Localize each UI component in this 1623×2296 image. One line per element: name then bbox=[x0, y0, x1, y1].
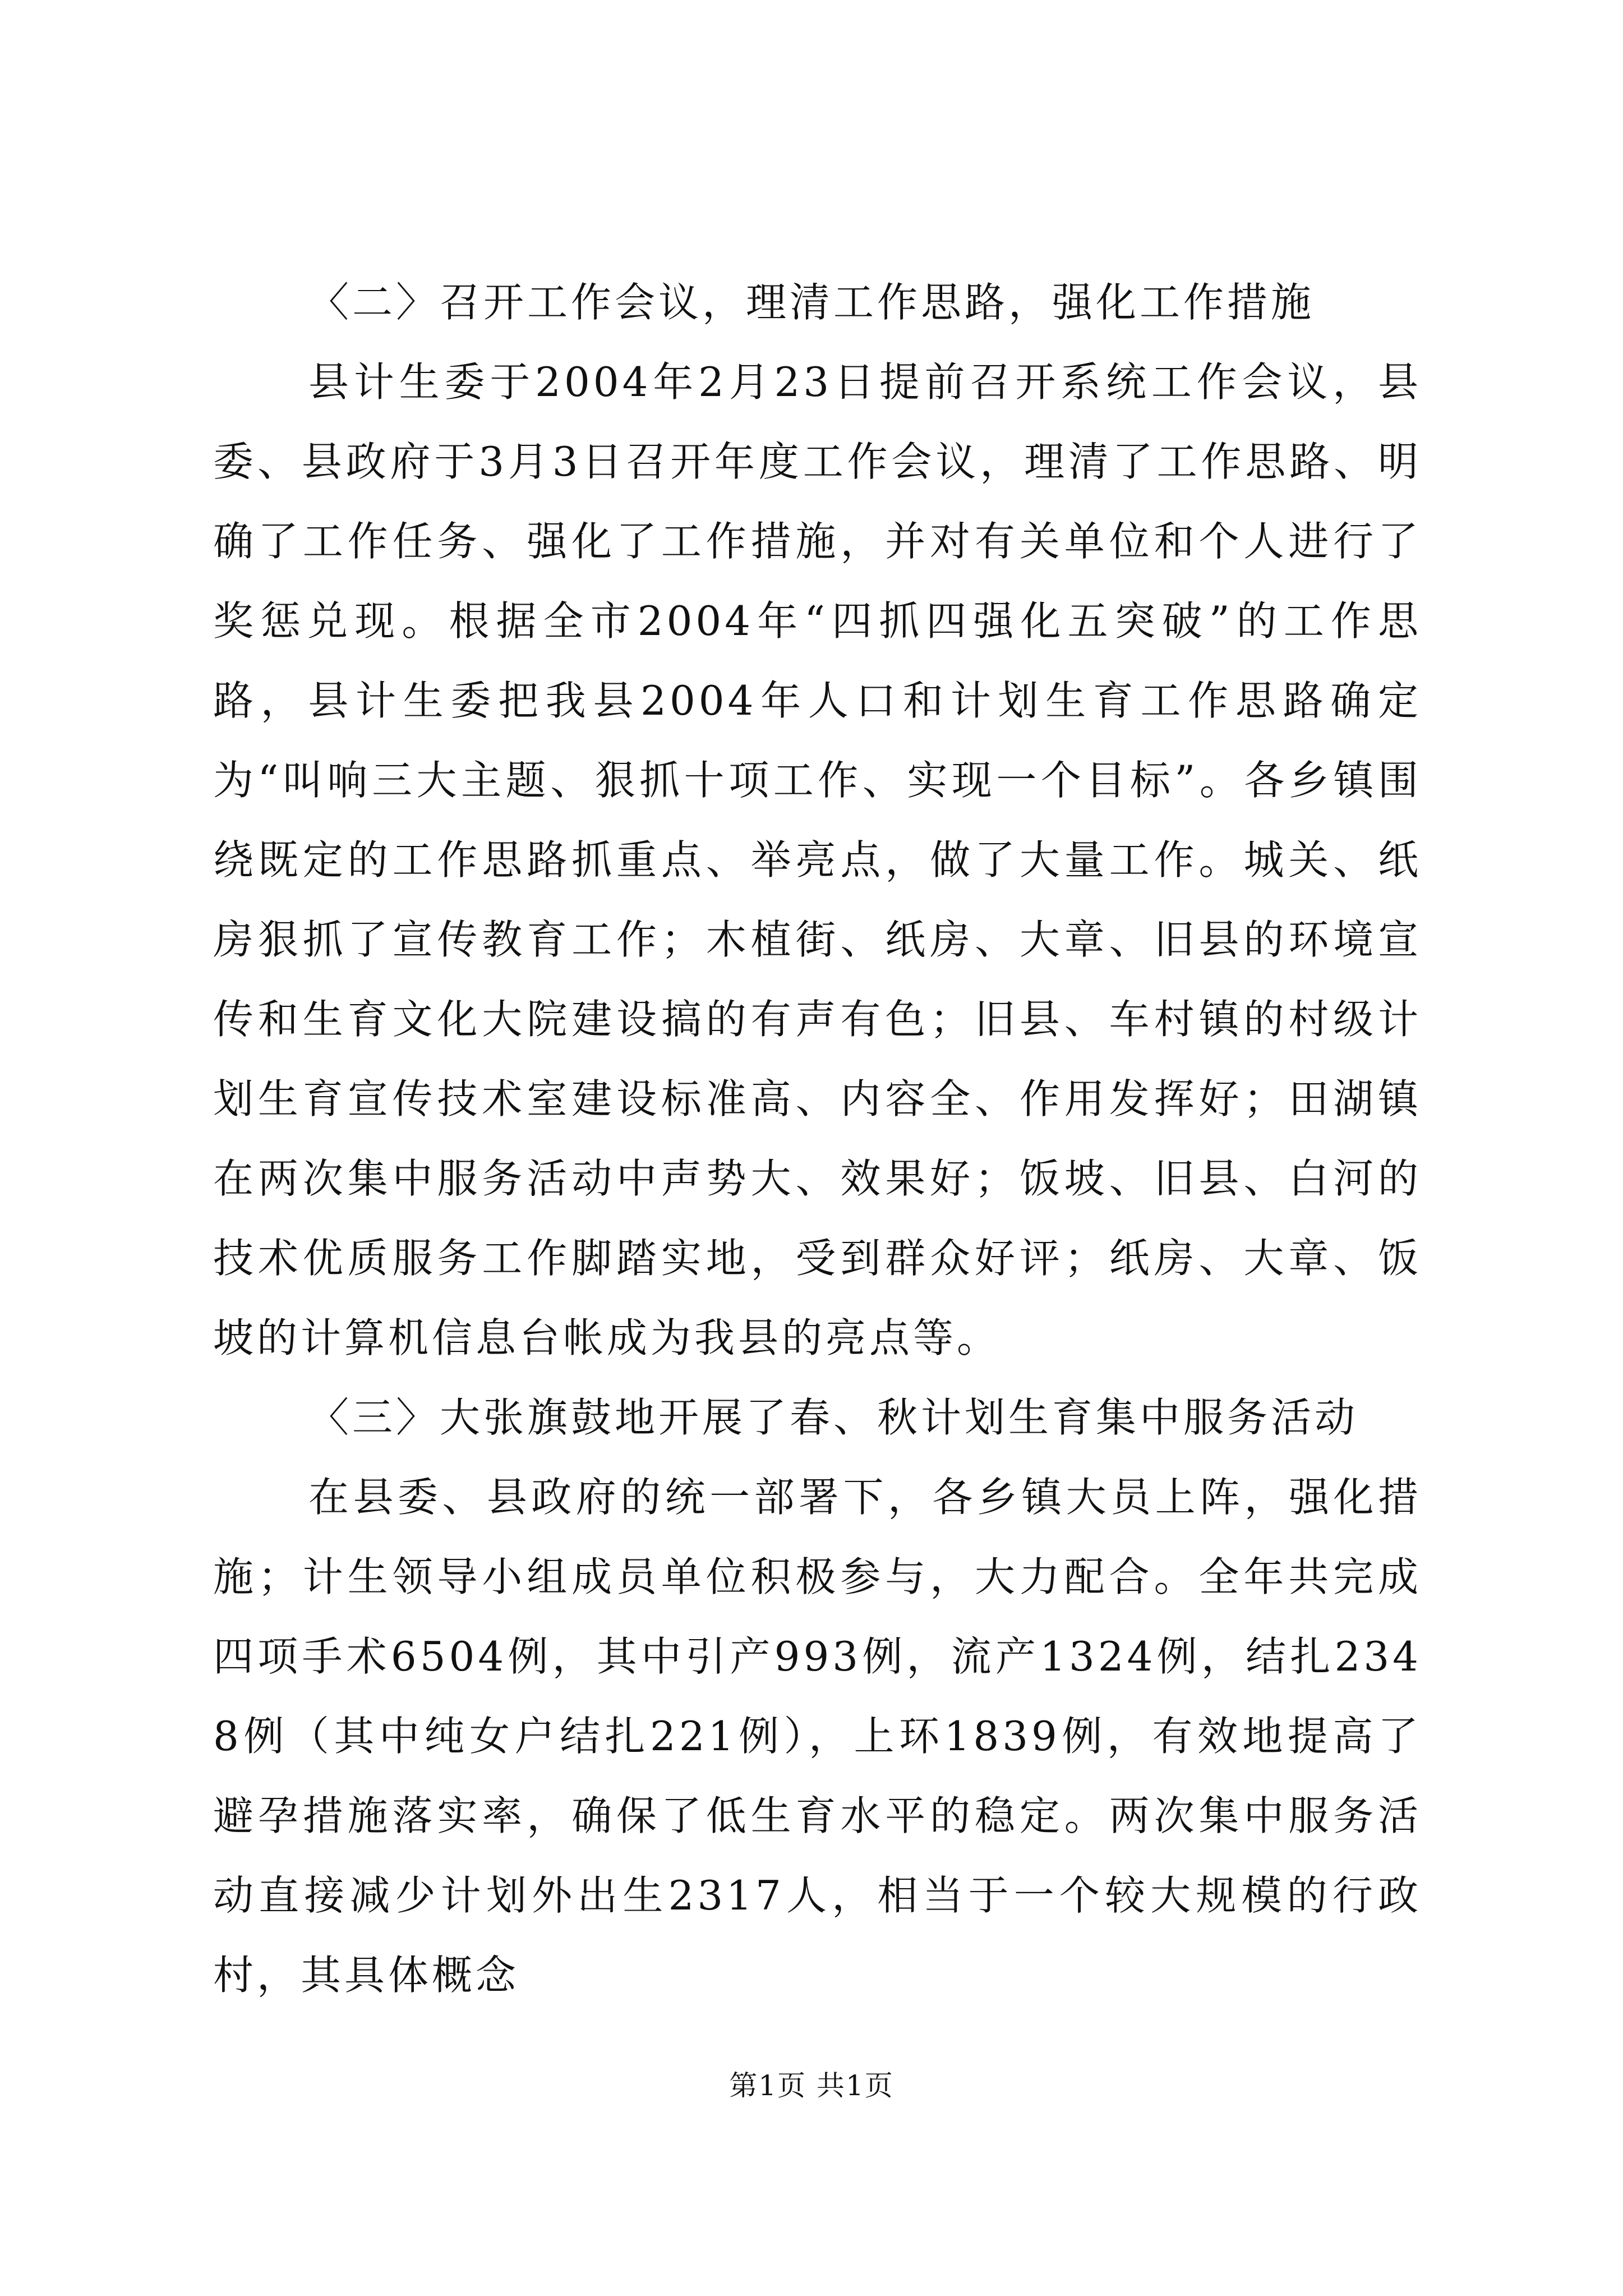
section-paragraph-3: 在县委、县政府的统一部署下，各乡镇大员上阵，强化措施；计生领导小组成员单位积极参与，大力配合。全年共完成四项手术6504例，其中引产993例，流产1324例，结扎2348例（其中纯女户结扎221例），上环1839例，有效地提高了避孕措施落实率，确保了低生育水平的稳定。两次集中服务活动直接减少计划外出生2317人，相当于一个较大规模的行政村，其具体概念 bbox=[213, 1474, 1422, 1999]
page-footer: 第1页 共1页 bbox=[729, 2069, 894, 2102]
section-paragraph-2: 县计生委于2004年2月23日提前召开系统工作会议，县委、县政府于3月3日召开年度工作会议，理清了工作思路、明确了工作任务、强化了工作措施，并对有关单位和个人进行了奖惩兑现。根据全市2004年“四抓四强化五突破”的工作思路，县计生委把我县2004年人口和计划生育工作思路确定为“叫响三大主题、狠抓十项工作、实现一个目标”。各乡镇围绕既定的工作思路抓重点、举亮点，做了大量工作。城关、纸房狠抓了宣传教育工作；木植街、纸房、大章、旧县的环境宣传和生育文化大院建设搞的有声有色；旧县、车村镇的村级计划生育宣传技术室建设标准高、内容全、作用发挥好；田湖镇在两次集中服务活动中声势大、效果好；饭坡、旧县、白河的技术优质服务工作脚踏实地，受到群众好评；纸房、大章、饭坡的计算机信息台帐成为我县的亮点等。 bbox=[213, 358, 1422, 1361]
section-heading-2: 〈二〉召开工作会议，理清工作思路，强化工作措施 bbox=[308, 279, 1315, 326]
section-heading-3: 〈三〉大张旗鼓地开展了春、秋计划生育集中服务活动 bbox=[308, 1394, 1359, 1441]
document-body bbox=[213, 263, 1422, 2015]
